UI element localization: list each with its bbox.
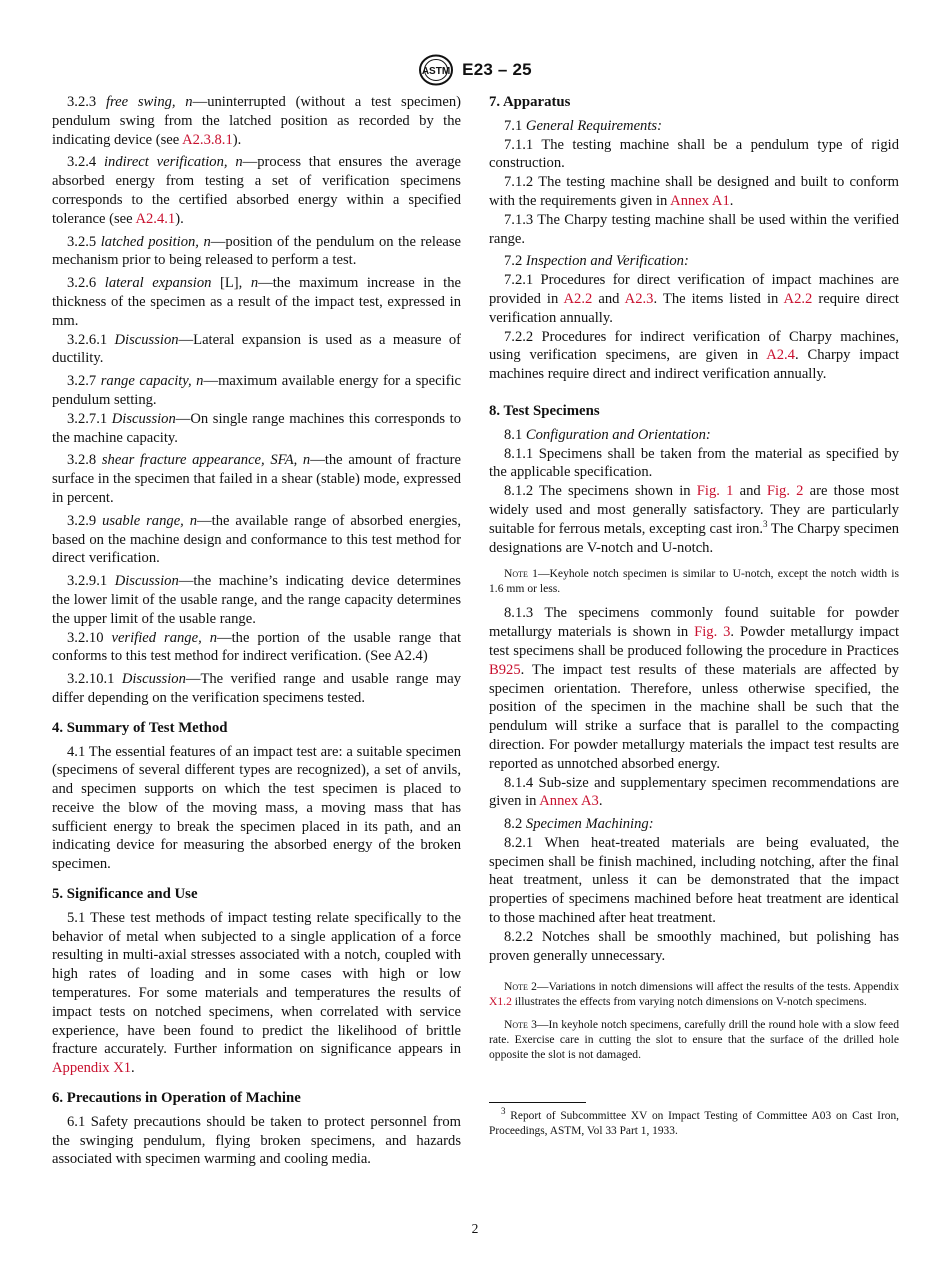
paragraph-7-1-1: 7.1.1 The testing machine shall be a pendulum type of rigid construction. [489, 136, 899, 172]
paragraph-6-1: 6.1 Safety precautions should be taken to protect personnel from the swinging pendulum, flying broken specimens, and hazards associated with specimen warming and cooling media. [52, 1113, 461, 1168]
paragraph-3-2-10: 3.2.10 verified range, n—the portion of the usable range that conforms to this test method for indirect verification. (See A2.4) [52, 629, 461, 665]
paragraph-3-2-5: 3.2.5 latched position, n—position of the pendulum on the release mechanism prior to being released to perform a test. [52, 233, 462, 269]
paragraph-5-1: 5.1 These test methods of impact testing relate specifically to the behavior of metal when subjected to a single application of a force resulting in multi-axial stresses associated with a notch, coupled with high rates of loading and in some cases with high or low temperatures. For some materials and temperatures the results of impact tests on notched specimens, when correlated with service experience, have been found to predict the likelihood of brittle fracture accurately. Further information on significance appears in Appendix X1. [52, 909, 461, 1077]
section-heading-7: 7. Apparatus [489, 94, 571, 110]
fig-2-link[interactable]: Fig. 2 [766, 483, 804, 500]
right-column [489, 93, 899, 1139]
paragraph-7-2: 7.2 Inspection and Verification: [504, 253, 689, 270]
annex-a3-link[interactable]: Annex A3 [539, 793, 599, 810]
footnote-3: $^3$ Report of Subcommittee XV on Impact Testing of Committee A03 on Cast Iron, Proceedings, ASTM, Vol 33 Part 1, 1933. [489, 1106, 899, 1138]
paragraph-3-2-8: 3.2.8 shear fracture appearance, SFA, n—the amount of fracture surface in the specimen that failed in a shear (stable) mode, expressed in percent. [52, 452, 461, 506]
paragraph-8-1-1: 8.1.1 Specimens shall be taken from the material as specified by the applicable specification. [489, 445, 899, 481]
fig-3-link[interactable]: Fig. 3 [694, 624, 731, 641]
paragraph-7-1-2: 7.1.2 The testing machine shall be designed and built to conform with the requirements given in Annex A1. [489, 174, 899, 209]
section-heading-4: 4. Summary of Test Method [52, 719, 228, 736]
paragraph-3-2-10-1: 3.2.10.1 Discussion—The verified range and usable range may differ depending on the verification specimens tested. [52, 671, 461, 706]
page-number: 2 [471, 1221, 479, 1236]
paragraph-3-2-6: 3.2.6 lateral expansion [L], n—the maximum increase in the thickness of the specimen as a result of the impact test, expressed in mm. [52, 275, 461, 329]
ref-link[interactable]: A2.3 [624, 290, 654, 307]
paragraph-3-2-9-1: 3.2.9.1 Discussion—the machine’s indicating device determines the lower limit of the usable range, and the range capacity determines the upper limit of the usable range. [52, 573, 461, 627]
annex-a1-link[interactable]: Annex A1 [670, 192, 730, 209]
paragraph-8-1-3: 8.1.3 The specimens commonly found suitable for powder metallurgy materials is shown in Fig. 3. Powder metallurgy impact test specimens shall be produced following the procedure in Practices B925. The impact test results of these materials are affected by specimen orientation. Therefore, unless otherwise specified, the position of the specimen in the machine shall be such that the pendulum will strike a surface that is parallel to the compacting direction. For powder metallurgy materials the impact test results are reported as unnotched absorbed energy. [489, 605, 900, 772]
ref-link[interactable]: A2.2 [783, 290, 813, 307]
paragraph-8-1-2: 8.1.2 The specimens shown in Fig. 1 and Fig. 2 are those most widely used and most generally satisfactory. They are particularly suitable for ferrous metals, excepting cast iron.$^3$ The Charpy specimen designations are V-notch and U-notch. [489, 483, 900, 556]
paragraph-3-2-7-1: 3.2.7.1 Discussion—On single range machines this corresponds to the machine capacity. [52, 410, 461, 446]
footnote-marker: 3 [763, 518, 768, 529]
x1-2-link[interactable]: X1.2 [489, 995, 512, 1009]
paragraph-3-2-6-1: 3.2.6.1 Discussion—Lateral expansion is used as a measure of ductility. [52, 331, 461, 367]
paragraph-3-2-7: 3.2.7 range capacity, n—maximum available energy for a specific pendulum setting. [52, 373, 462, 408]
appendix-x1-link[interactable]: Appendix X1 [52, 1060, 132, 1077]
note-1: Note 1—Keyhole notch specimen is similar to U-notch, except the notch width is 1.6 mm or less. [489, 567, 899, 596]
paragraph-7-2-1: 7.2.1 Procedures for direct verification of impact machines are provided in A2.2 and A2.3. The items listed in A2.2 require direct verification annually. [489, 272, 899, 326]
note-3: Note 3—In keyhole notch specimens, carefully drill the round hole with a slow feed rate. Exercise care in cutting the slot to ensure that the surface of the drilled hole opposite the slot is not damaged. [489, 1018, 899, 1062]
page-header [0, 54, 950, 86]
footnote-divider [489, 1102, 586, 1103]
paragraph-3-2-9: 3.2.9 usable range, n—the available range of absorbed energies, based on the machine design and conformance to this test method for direct verification. [52, 512, 461, 567]
paragraph-7-2-2: 7.2.2 Procedures for indirect verification of Charpy machines, using verification specimens, are given in A2.4. Charpy impact machines require direct and indirect verification annually. [489, 328, 899, 383]
paragraph-7-1: 7.1 General Requirements: [504, 117, 662, 134]
ref-link[interactable]: A2.2 [563, 290, 593, 307]
ref-link[interactable]: A2.3.8.1 [182, 131, 233, 148]
document-id: E23 – 25 [462, 60, 532, 79]
paragraph-8-1-4: 8.1.4 Sub-size and supplementary specimen recommendations are given in Annex A3. [489, 774, 899, 810]
fig-1-link[interactable]: Fig. 1 [696, 483, 734, 500]
paragraph-4-1: 4.1 The essential features of an impact test are: a suitable specimen (specimens of several different types are recognized), a set of anvils, and specimen supports on which the test specimen is placed to receive the blow of the moving mass, a moving mass that has sufficient energy to break the specimen placed in its path, and an indicating device for measuring the absorbed energy of the broken specimen. [52, 743, 461, 873]
ref-link[interactable]: A2.4 [766, 347, 795, 364]
astm-logo-icon [418, 54, 454, 86]
svg-text:ASTM: ASTM [421, 66, 451, 77]
section-heading-6: 6. Precautions in Operation of Machine [52, 1090, 301, 1107]
paragraph-3-2-3: 3.2.3 free swing, n—uninterrupted (without a test specimen) pendulum swing from the latched position as recorded by the indicating device (see A2.3.8.1). [52, 94, 461, 148]
ref-link[interactable]: A2.4.1 [135, 210, 176, 227]
section-heading-5: 5. Significance and Use [52, 886, 198, 903]
left-column [52, 93, 461, 1169]
paragraph-7-1-3: 7.1.3 The Charpy testing machine shall be used within the verified range. [489, 211, 899, 247]
paragraph-8-2: 8.2 Specimen Machining: [504, 816, 654, 833]
paragraph-8-2-2: 8.2.2 Notches shall be smoothly machined, but polishing has proven generally unnecessary. [489, 928, 899, 964]
paragraph-8-2-1: 8.2.1 When heat-treated materials are being evaluated, the specimen shall be finish machined, including notching, after the final heat treatment, unless it can be demonstrated that the impact properties of specimens machined before heat treatment are identical to those machined after heat treatment. [489, 834, 899, 927]
section-heading-8: 8. Test Specimens [489, 402, 600, 419]
paragraph-3-2-4: 3.2.4 indirect verification, n—process that ensures the average absorbed energy from testing a set of verification specimens corresponds to the certified absorbed energy within a specified tolerance (see A2.4.1). [52, 154, 461, 227]
b925-link[interactable]: B925 [489, 661, 521, 678]
paragraph-8-1: 8.1 Configuration and Orientation: [504, 426, 711, 443]
note-2: Note 2—Variations in notch dimensions will affect the results of the tests. Appendix X1.2 illustrates the effects from varying notch dimensions on V-notch specimens. [489, 980, 899, 1009]
